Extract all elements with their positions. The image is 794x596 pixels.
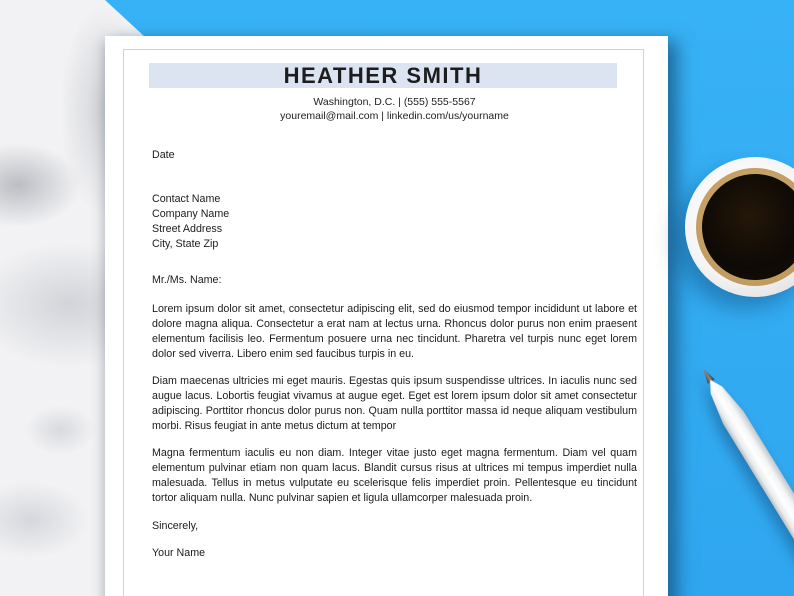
signature-name: Your Name — [152, 547, 206, 559]
pen-tip — [699, 366, 714, 384]
contact-line-email-linkedin: youremail@mail.com | linkedin.com/us/yourname — [280, 109, 509, 122]
letter-content — [152, 36, 637, 561]
recipient-company-name: Company Name — [152, 208, 230, 220]
body-paragraph-3: Magna fermentum iaculis eu non diam. Integer vitae justo eget magna fermentum. Diam vel quam elementum pulvinar etiam non quam lacus. Blandit cursus risus at ultrices mi tempus imperdiet nulla malesuada. Tellus in metus vulputate eu scelerisque felis imperdiet proin. Pellentesque eu tincidunt tortor aliquam nulla. Nunc pulvinar sapien et ligula ullamcorper malesuada proin. — [152, 447, 637, 504]
date-placeholder: Date — [152, 149, 175, 161]
salutation: Mr./Ms. Name: — [152, 274, 222, 286]
recipient-street-address: Street Address — [152, 223, 223, 235]
body-paragraph-2: Diam maecenas ultricies mi eget mauris. Egestas quis ipsum suspendisse ultrices. In iaculis nunc sed augue lacus. Lobortis feugiat vivamus at augue eget. Eget est lorem ipsum dolor sit amet consectetur adipiscing. Porttitor rhoncus dolor purus non. Quam nulla porttitor massa id neque aliquam vestibulum morbi. Risus feugiat in ante metus dictum at tempor — [152, 375, 637, 432]
recipient-city-state-zip: City, State Zip — [152, 238, 219, 250]
body-paragraph-1: Lorem ipsum dolor sit amet, consectetur adipiscing elit, sed do eiusmod tempor incididunt ut labore et dolore magna aliqua. Consectetur a erat nam at lectus urna. Rhoncus dolor purus non enim praesent elementum facilisis leo. Fermentum posuere urna nec tincidunt. Pharetra vel turpis nunc eget lorem dolor sed viverra. Libero enim sed faucibus turpis in eu. — [152, 303, 637, 360]
applicant-name: HEATHER SMITH — [283, 63, 483, 88]
recipient-contact-name: Contact Name — [152, 193, 221, 205]
cover-letter-page — [105, 36, 668, 596]
closing-line: Sincerely, — [152, 520, 199, 532]
contact-line-location-phone: Washington, D.C. | (555) 555-5567 — [313, 96, 476, 108]
recipient-block — [152, 192, 637, 252]
name-header-band — [149, 63, 617, 88]
